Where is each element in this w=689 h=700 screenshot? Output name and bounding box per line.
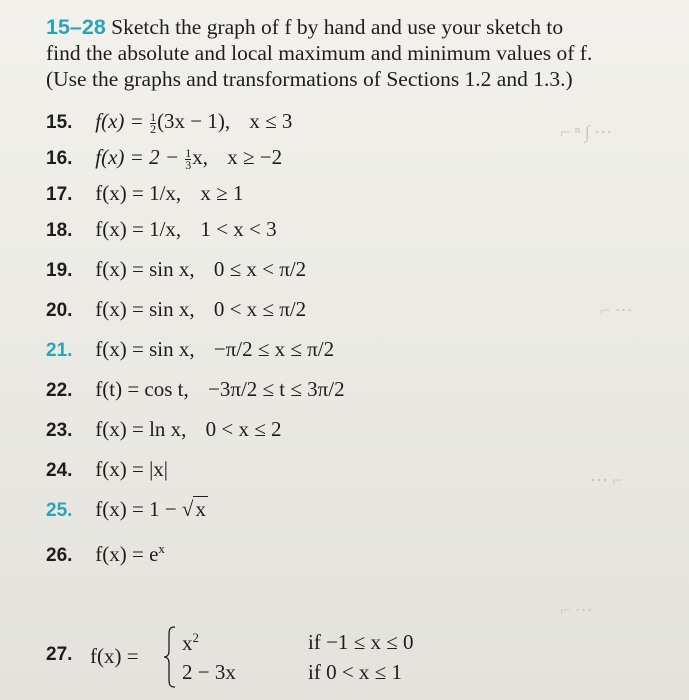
problem-domain: −π/2 ≤ x ≤ π/2 bbox=[213, 337, 335, 361]
problem-number: 20. bbox=[46, 300, 73, 321]
problem-number: 22. bbox=[46, 380, 73, 401]
problem-function: f(x) = 1/x, bbox=[95, 217, 182, 241]
case-1-expression: $x^2$ bbox=[182, 630, 199, 655]
exercise-instructions bbox=[46, 14, 666, 92]
bleed-through-texture: ⌐ ⋯ bbox=[560, 600, 593, 620]
bleed-through-texture: ⋯ ⌐ bbox=[590, 470, 623, 490]
problem-number: 27. bbox=[46, 644, 73, 665]
case-2-condition: if 0 < x ≤ 1 bbox=[308, 660, 402, 684]
problem-17 bbox=[46, 178, 243, 208]
problem-domain: x ≥ 1 bbox=[200, 181, 244, 205]
problem-25 bbox=[46, 494, 208, 524]
problem-23 bbox=[46, 414, 282, 444]
problem-number: 18. bbox=[46, 220, 73, 241]
problem-function: f(x) = $\frac{1}{2}$ (3x − 1), bbox=[95, 109, 231, 136]
problem-function: f(x) = sin x, bbox=[95, 257, 195, 281]
problem-number: 19. bbox=[46, 260, 73, 281]
problem-domain: −3π/2 ≤ t ≤ 3π/2 bbox=[208, 377, 345, 401]
problem-function: f(t) = cos t, bbox=[95, 377, 189, 401]
bleed-through-texture: ⌐ ⋯ bbox=[600, 300, 633, 320]
problem-20 bbox=[46, 294, 306, 324]
problem-16 bbox=[46, 142, 282, 172]
problem-number: 26. bbox=[46, 545, 73, 566]
instruction-line-3: (Use the graphs and transformations of Sections 1.2 and 1.3.) bbox=[46, 67, 573, 91]
problem-26 bbox=[46, 534, 165, 564]
problem-domain: 0 < x ≤ π/2 bbox=[213, 297, 307, 321]
fraction: $\frac{1}{2}$ bbox=[150, 109, 157, 136]
problem-number: 23. bbox=[46, 420, 73, 441]
problem-function: f(x) = 1 − √x bbox=[95, 497, 206, 521]
problem-19 bbox=[46, 254, 306, 284]
problem-function: f(x) = sin x, bbox=[95, 337, 195, 361]
case-1-condition: if −1 ≤ x ≤ 0 bbox=[308, 630, 414, 654]
instruction-line-1: Sketch the graph of f by hand and use your sketch to bbox=[111, 15, 564, 39]
problem-27 bbox=[46, 622, 486, 692]
problem-function: f(x) = 2 − $\frac{1}{3}$ x, bbox=[95, 145, 208, 172]
problem-domain: 0 < x ≤ 2 bbox=[205, 417, 282, 441]
problem-function: f(x) = 1/x, bbox=[95, 181, 182, 205]
problem-number: 17. bbox=[46, 184, 73, 205]
problem-24 bbox=[46, 454, 168, 484]
problem-number: 24. bbox=[46, 460, 73, 481]
problem-15 bbox=[46, 106, 292, 136]
piecewise-lhs: f(x) = bbox=[90, 644, 139, 668]
problem-21 bbox=[46, 334, 334, 364]
exercise-range: 15–28 bbox=[46, 15, 106, 39]
problem-domain: x ≥ −2 bbox=[227, 145, 283, 169]
problem-domain: 1 < x < 3 bbox=[200, 217, 277, 241]
sqrt-symbol: √ bbox=[181, 497, 194, 521]
problem-number: 15. bbox=[46, 112, 73, 133]
problem-domain: x ≤ 3 bbox=[249, 109, 293, 133]
fraction: $\frac{1}{3}$ bbox=[185, 145, 192, 172]
left-brace-icon bbox=[163, 626, 177, 688]
problem-number: 25. bbox=[46, 500, 73, 521]
instruction-line-2: find the absolute and local maximum and minimum values of f. bbox=[46, 41, 593, 65]
problem-function: f(x) = ln x, bbox=[95, 417, 187, 441]
problem-function: f(x) = |x| bbox=[95, 457, 168, 481]
problem-18 bbox=[46, 214, 277, 244]
problem-function: $f(x) = e^x$ bbox=[95, 541, 165, 566]
problem-domain: 0 ≤ x < π/2 bbox=[213, 257, 307, 281]
problem-22 bbox=[46, 374, 345, 404]
problem-number: 16. bbox=[46, 148, 73, 169]
bleed-through-texture: ⌐ ⁿ ∫ ⋯ bbox=[560, 122, 613, 142]
problem-function: f(x) = sin x, bbox=[95, 297, 195, 321]
case-2-expression: 2 − 3x bbox=[182, 660, 236, 684]
problem-number: 21. bbox=[46, 340, 73, 361]
